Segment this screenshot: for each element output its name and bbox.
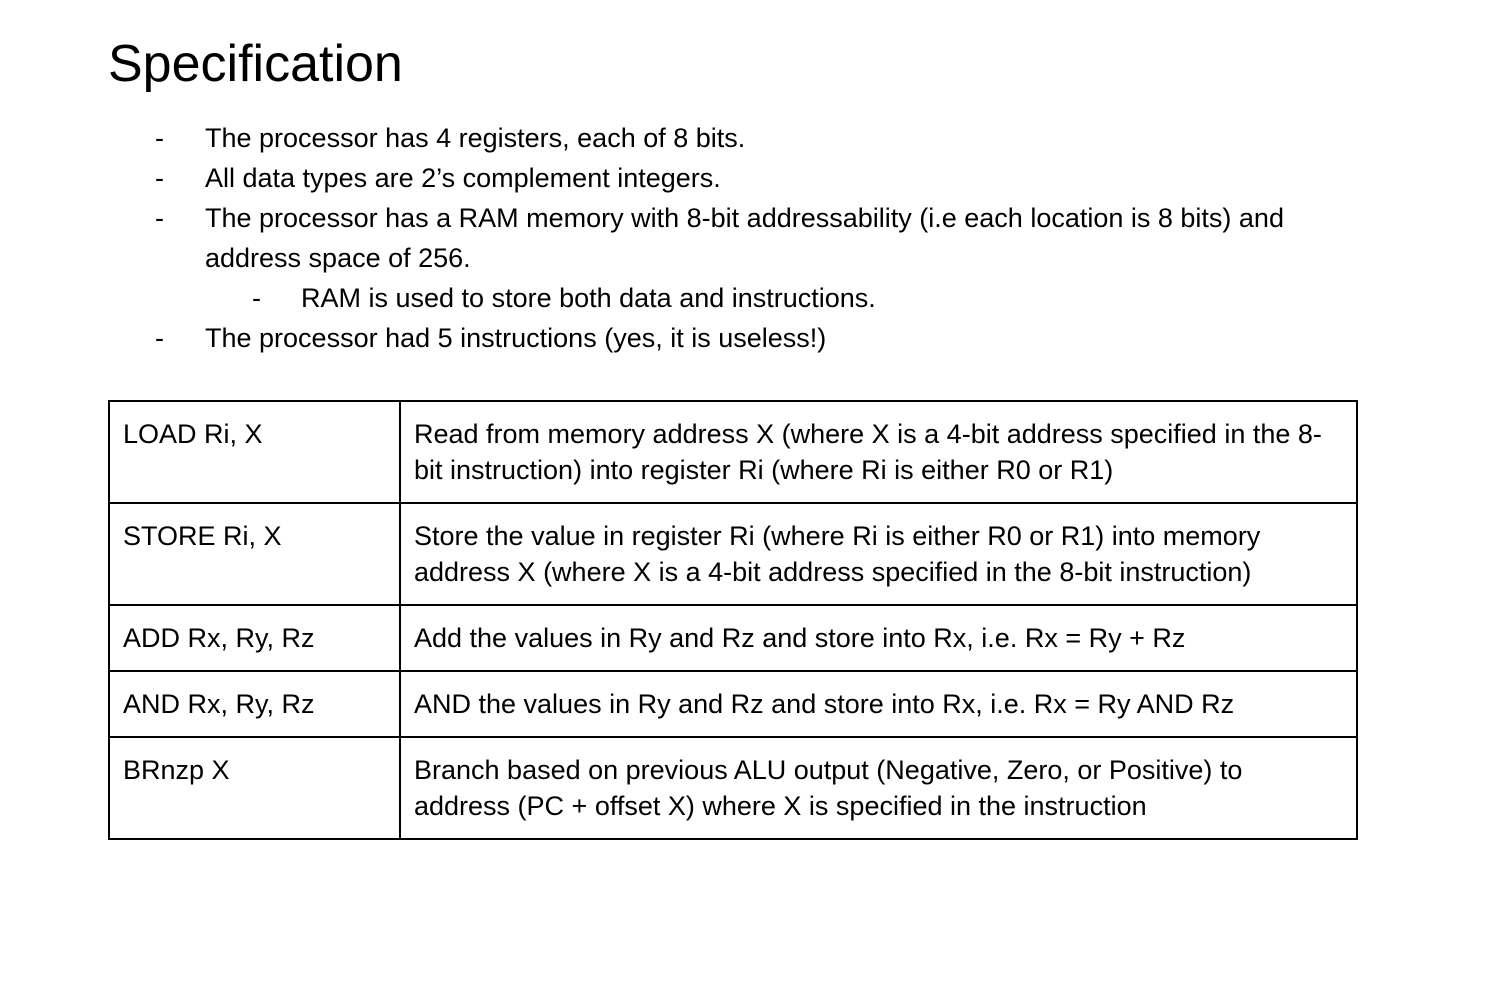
instruction-name-cell: AND Rx, Ry, Rz	[109, 671, 400, 737]
bullet-item	[0, 158, 1500, 198]
instruction-name-cell: STORE Ri, X	[109, 503, 400, 605]
bullet-dash-icon: -	[155, 323, 164, 353]
table-row	[109, 503, 1357, 605]
table-row	[109, 737, 1357, 839]
bullet-text: The processor had 5 instructions (yes, it is useless!)	[205, 323, 827, 353]
bullet-dash-icon: -	[252, 283, 261, 313]
bullet-item	[0, 318, 1500, 358]
instruction-description-cell: Branch based on previous ALU output (Negative, Zero, or Positive) to address (PC + offset X) where X is specified in the instruction	[400, 737, 1357, 839]
spec-bullet-list	[0, 118, 1500, 358]
bullet-text: The processor has a RAM memory with 8-bit addressability (i.e each location is 8 bits) and address space of 256.	[205, 203, 1284, 273]
bullet-dash-icon: -	[155, 123, 164, 153]
table-row	[109, 671, 1357, 737]
instruction-name-cell: LOAD Ri, X	[109, 401, 400, 503]
page-title: Specification	[108, 35, 403, 93]
table-row	[109, 401, 1357, 503]
bullet-item	[0, 118, 1500, 158]
table-row	[109, 605, 1357, 671]
instruction-description-cell: Read from memory address X (where X is a 4-bit address specified in the 8-bit instruction) into register Ri (where Ri is either R0 or R1)	[400, 401, 1357, 503]
instruction-name-cell: BRnzp X	[109, 737, 400, 839]
instruction-description-cell: Add the values in Ry and Rz and store into Rx, i.e. Rx = Ry + Rz	[400, 605, 1357, 671]
bullet-text: All data types are 2’s complement integers.	[205, 163, 721, 193]
bullet-dash-icon: -	[155, 163, 164, 193]
instruction-name-cell: ADD Rx, Ry, Rz	[109, 605, 400, 671]
instruction-description-cell: AND the values in Ry and Rz and store into Rx, i.e. Rx = Ry AND Rz	[400, 671, 1357, 737]
bullet-item	[0, 198, 1500, 278]
bullet-dash-icon: -	[155, 203, 164, 233]
bullet-text: RAM is used to store both data and instructions.	[301, 283, 876, 313]
bullet-text: The processor has 4 registers, each of 8 bits.	[205, 123, 746, 153]
sub-bullet-item	[0, 278, 1500, 318]
instruction-table	[108, 400, 1358, 840]
instruction-description-cell: Store the value in register Ri (where Ri is either R0 or R1) into memory address X (where X is a 4-bit address specified in the 8-bit instruction)	[400, 503, 1357, 605]
